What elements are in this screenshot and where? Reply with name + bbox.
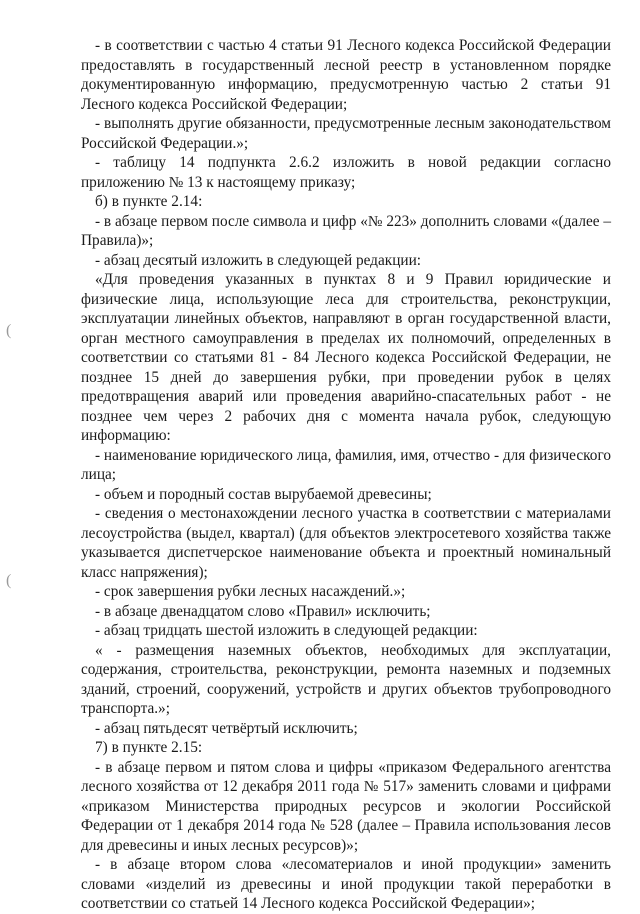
paragraph: - объем и породный состав вырубаемой древесины; [95,485,432,503]
margin-bracket-mark: ( [6,572,12,589]
paragraph: - в абзаце двенадцатом слово «Правил» исключить; [95,602,431,620]
paragraph: - абзац десятый изложить в следующей редакции: [95,251,421,269]
paragraph: - выполнять другие обязанности, предусмотренные лесным законодательством Российской Федерации.»; [81,115,611,152]
paragraph: - наименование юридического лица, фамилия, имя, отчество - для физического лица; [81,446,611,483]
paragraph: - в абзаце первом после символа и цифр «№ 223» дополнить словами «(далее – Правила)»; [81,212,612,249]
paragraph: б) в пункте 2.14: [95,193,203,210]
paragraph: - срок завершения рубки лесных насаждений.»; [95,583,406,600]
paragraph: - в соответствии с частью 4 статьи 91 Лесного кодекса Российской Федерации предоставлять в государственный лесной реестр в установленном порядке документированную информацию, предусмотренную частью 2 статьи 91 Лесного кодекса Российской Федерации; [81,37,611,113]
document-body [81,36,611,914]
margin-bracket-mark: ( [6,322,12,339]
paragraph: 7) в пункте 2.15: [95,739,203,756]
paragraph: «Для проведения указанных в пунктах 8 и 9 Правил юридические и физические лица, использующие леса для строительства, реконструкции, эксплуатации линейных объектов, направляют в орган государственной власти, орган местного самоуправления в пределах их полномочий, определенных в соответствии со статьями 81 - 84 Лесного кодекса Российской Федерации, не позднее 15 дней до завершения рубки, при проведении рубок в целях предотвращения аварий или проведения аварийно-спасательных работ - не позднее чем через 2 рабочих дня с момента начала рубок, следующую информацию: [81,271,611,444]
paragraph: - абзац пятьдесят четвёртый исключить; [95,719,358,737]
paragraph: « - размещения наземных объектов, необходимых для эксплуатации, содержания, строительства, реконструкции, ремонта наземных и подземных зданий, строений, сооружений, устройств и других объектов трубопроводного транспорта.»; [81,641,611,717]
paragraph: - в абзаце первом и пятом слова и цифры «приказом Федерального агентства лесного хозяйства от 12 декабря 2011 года № 517» заменить словами и цифрами «приказом Министерства природных ресурсов и экологии Российской Федерации от 1 декабря 2014 года № 528 (далее – Правила использования лесов для древесины и иных лесных ресурсов)»; [81,758,611,854]
paragraph: - в абзаце втором слова «лесоматериалов и иной продукции» заменить словами «изделий из древесины и иной продукции такой переработки в соответствии со статьей 14 Лесного кодекса Российской Федерации»; [81,856,611,912]
paragraph: - таблицу 14 подпункта 2.6.2 изложить в новой редакции согласно приложению № 13 к настоящему приказу; [81,154,611,191]
paragraph: - сведения о местонахождении лесного участка в соответствии с материалами лесоустройства (выдел, квартал) (для объектов электросетевого хозяйства также указывается диспетчерское наименование объекта и проектный номинальный класс напряжения); [81,505,611,581]
paragraph: - абзац тридцать шестой изложить в следующей редакции: [95,622,478,639]
